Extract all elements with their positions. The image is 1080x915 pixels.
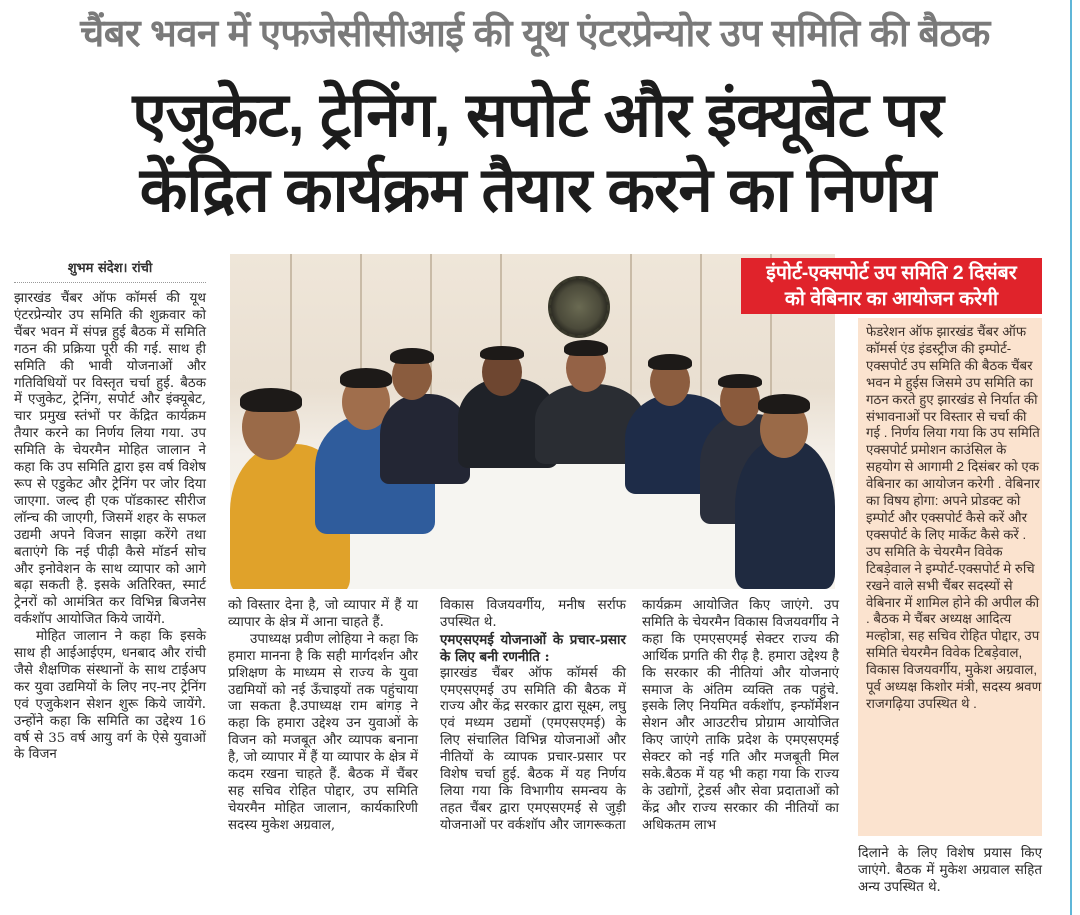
article-headline — [10, 78, 1065, 228]
paragraph: झारखंड चैंबर ऑफ कॉमर्स की यूथ एंटरप्रेन्योर उप समिति की शुक्रवार को चैंबर भवन में संपन्न हुई बैठक में समिति गठन की प्रक्रिया पूरी की गई. साथ ही समिति की भावी योजनाओं और गतिविधियों पर विस्तृत चर्चा हुई. बैठक में एजुकेट, ट्रेनिंग, सपोर्ट और इंक्यूबेट, चार प्रमुख स्तंभों पर केंद्रित कार्यक्रम तैयार करने का निर्णय लिया गया. उप समिति के चेयरमैन मोहित जालान ने कहा कि उप समिति द्वारा इस वर्ष विशेष रूप से एडुकेट और ट्रेनिंग पर जोर दिया जाएगा. जल्द ही एक पॉडकास्ट सीरीज लॉन्च की जाएगी, जिसमें शहर के सफल उद्यमी अपने विजन साझा करेंगे तथा बताएंगे कि नई पीढ़ी कैसे मॉडर्न सोच और इनोवेशन के साथ व्यापार को आगे बढ़ा सकती है. इसके अतिरिक्त, स्मार्ट ट्रेनरों को आमंत्रित कर विभिन्न बिजनेस वर्कशॉप आयोजित किये जायेंगे. — [14, 291, 206, 628]
column-rule — [1070, 0, 1072, 915]
paragraph: फेडरेशन ऑफ झारखंड चैंबर ऑफ कॉमर्स एंड इंडस्ट्रीज की इम्पोर्ट-एक्सपोर्ट उप समिति की बैठक चैंबर भवन मे हुईस जिसमे उप समिति का गठन करते हुए झारखंड से निर्यात की संभावनाओं पर विस्तार से चर्चा की गई . निर्णय लिया गया कि उप समिति एक्सपोर्ट प्रमोशन काउंसिल के सहयोग से आगामी 2 दिसंबर को एक वेबिनार का आयोजन करेगी . वेबिनार का विषय होगा: अपने प्रोडक्ट को इम्पोर्ट और एक्सपोर्ट कैसे करें और एक्सपोर्ट के लिए मार्केट कैसे करें . उप समिति के चेयरमैन विवेक टिबड़ेवाल ने इम्पोर्ट-एक्सपोर्ट मे रुचि रखने वाले सभी चैंबर सदस्यों से वेबिनार में शामिल होने की अपील की . बैठक मे चैंबर अध्यक्ष आदित्य मल्होत्रा, सह सचिव रोहित पोद्दार, उप समिति चेयरमैन विवेक टिबड़ेवाल, विकास विजयवर्गीय, मुकेश अग्रवाल, पूर्व अध्यक्ष किशोर मंत्री, सदस्य श्रवण राजगढ़िया उपस्थित थे . — [866, 324, 1042, 711]
article-column-3 — [440, 598, 626, 835]
section-subhead: एमएसएमई योजनाओं के प्रचार-प्रसार के लिए बनी रणनीति : — [440, 631, 626, 665]
sidebar-body — [866, 324, 1042, 713]
sidebar-headline-line-1: इंपोर्ट-एक्सपोर्ट उप समिति 2 दिसंबर — [766, 262, 1017, 284]
paragraph: दिलाने के लिए विशेष प्रयास किए जाएंगे. बैठक में मुकेश अग्रवाल सहित अन्य उपस्थित थे. — [858, 846, 1042, 895]
paragraph: मोहित जालान ने कहा कि इसके साथ ही आईआईएम, धनबाद और रांची जैसे शैक्षणिक संस्थानों के साथ टाईअप कर युवा उद्यमियों के लिए नए-नए ट्रेनिंग एवं एजुकेशन सेशन शुरू किये जायेंगे. उन्होंने कहा कि समिति का उद्देश्य 16 वर्ष से 35 वर्ष आयु वर्ग के ऐसे युवाओं के विजन — [14, 629, 206, 763]
sidebar-headline-line-2: को वेबिनार का आयोजन करेगी — [784, 288, 999, 310]
sidebar-headline — [741, 258, 1042, 314]
headline-line-2: केंद्रित कार्यक्रम तैयार करने का निर्णय — [139, 156, 936, 225]
paragraph: झारखंड चैंबर ऑफ कॉमर्स की एमएसएमई उप समिति की बैठक में राज्य और केंद्र सरकार द्वारा सूक्ष्म, लघु एवं मध्यम उद्यमों (एमएसएमई) के लिए संचालित विभिन्न योजनाओं और नीतियों के व्यापक प्रचार-प्रसार पर विशेष चर्चा हुई. बैठक में यह निर्णय लिया गया कि विभागीय समन्वय के तहत चैंबर द्वारा एमएसएमई से जुड़ी योजनाओं पर वर्कशॉप और जागरूकता — [440, 665, 626, 833]
chamber-emblem-icon — [548, 276, 610, 338]
paragraph: कार्यक्रम आयोजित किए जाएंगे. उप समिति के चेयरमैन विकास विजयवर्गीय ने कहा कि एमएसएमई सेक्टर राज्य की आर्थिक प्रगति की रीढ़ है. हमारा उद्देश्य है कि सरकार की नीतियां और योजनाएं समाज के अंतिम व्यक्ति तक पहुंचे. इसके लिए नियमित वर्कशॉप, इन्फॉर्मेशन सेशन और आउटरीच प्रोग्राम आयोजित किए जाएंगे ताकि प्रदेश के एमएसएमई सेक्टर को नई गति और मजबूती मिल सके.बैठक में यह भी कहा गया कि राज्य के उद्योगों, ट्रेडर्स और सेवा प्रदाताओं को केंद्र और राज्य सरकार की नीतियों का अधिकतम लाभ — [642, 598, 839, 833]
article-column-5 — [858, 846, 1042, 897]
article-column-2 — [228, 598, 418, 835]
paragraph: को विस्तार देना है, जो व्यापार में हैं या व्यापार के क्षेत्र में आना चाहते हैं. — [228, 598, 418, 630]
headline-line-1: एजुकेट, ट्रेनिंग, सपोर्ट और इंक्यूबेट पर — [132, 81, 943, 150]
paragraph: विकास विजयवर्गीय, मनीष सर्राफ उपस्थित थे. — [440, 598, 626, 630]
article-column-4 — [642, 598, 839, 835]
article-column-1 — [14, 291, 206, 764]
byline: शुभम संदेश। रांची — [14, 258, 206, 283]
article-kicker: चैंबर भवन में एफजेसीसीआई की यूथ एंटरप्रेन्योर उप समिति की बैठक — [80, 13, 990, 55]
paragraph: उपाध्यक्ष प्रवीण लोहिया ने कहा कि हमारा मानना है कि सही मार्गदर्शन और प्रशिक्षण के माध्यम से राज्य के युवा उद्यमियों को नई ऊँचाइयों तक पहुंचाया जा सकता है.उपाध्यक्ष राम बांगड़ ने कहा कि हमारा उद्देश्य उन युवाओं के विजन को मजबूत और व्यापक बनाना है, जो व्यापार में हैं या व्यापार के क्षेत्र में कदम रखना चाहते हैं. बैठक में चैंबर सह सचिव रोहित पोद्दार, उप समिति चेयरमैन मोहित जालान, कार्यकारिणी सदस्य मुकेश अग्रवाल, — [228, 631, 418, 833]
